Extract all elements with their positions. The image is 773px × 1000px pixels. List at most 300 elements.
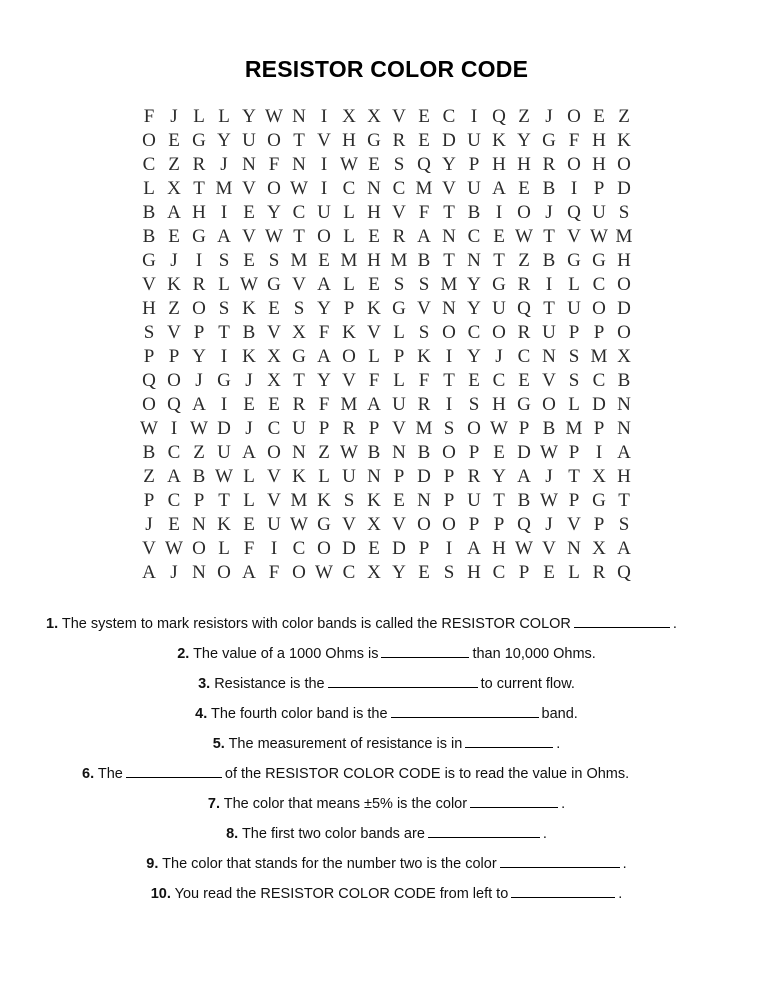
grid-cell[interactable]: N [467, 250, 481, 271]
grid-cell[interactable]: B [417, 250, 431, 271]
grid-cell[interactable]: S [143, 322, 155, 343]
grid-cell[interactable]: N [442, 298, 456, 319]
grid-cell[interactable]: A [467, 538, 481, 559]
grid-cell[interactable]: R [542, 154, 556, 175]
grid-cell[interactable]: O [217, 562, 231, 583]
grid-cell[interactable]: Y [467, 346, 481, 367]
grid-cell[interactable]: B [142, 202, 156, 223]
word-search-grid[interactable] [137, 105, 637, 585]
grid-cell[interactable]: R [517, 274, 531, 295]
grid-cell[interactable]: B [467, 202, 481, 223]
grid-cell[interactable]: B [417, 442, 431, 463]
grid-cell[interactable]: Y [517, 130, 531, 151]
grid-cell[interactable]: M [340, 394, 358, 415]
grid-cell[interactable]: U [467, 130, 481, 151]
grid-cell[interactable]: P [593, 322, 605, 343]
grid-cell[interactable]: J [245, 370, 253, 391]
grid-cell[interactable]: S [568, 346, 580, 367]
grid-cell[interactable]: P [518, 562, 530, 583]
grid-cell[interactable]: B [142, 226, 156, 247]
grid-cell[interactable]: I [445, 346, 453, 367]
grid-cell[interactable]: V [292, 274, 306, 295]
grid-cell[interactable]: N [392, 442, 406, 463]
grid-cell[interactable]: X [267, 370, 281, 391]
grid-cell[interactable]: O [192, 298, 206, 319]
grid-cell[interactable]: O [567, 154, 581, 175]
grid-cell[interactable]: T [443, 370, 455, 391]
grid-cell[interactable]: S [268, 250, 280, 271]
grid-cell[interactable]: S [343, 490, 355, 511]
grid-cell[interactable]: X [267, 346, 281, 367]
grid-cell[interactable]: C [342, 178, 356, 199]
grid-cell[interactable]: E [168, 514, 180, 535]
grid-cell[interactable]: N [442, 226, 456, 247]
grid-cell[interactable]: Z [193, 442, 205, 463]
grid-cell[interactable]: G [517, 394, 531, 415]
grid-cell[interactable]: K [342, 322, 356, 343]
grid-cell[interactable]: T [443, 202, 455, 223]
grid-cell[interactable]: N [192, 562, 206, 583]
grid-cell[interactable]: O [317, 226, 331, 247]
grid-cell[interactable]: L [393, 370, 405, 391]
grid-cell[interactable]: O [267, 130, 281, 151]
grid-cell[interactable]: P [143, 346, 155, 367]
grid-cell[interactable]: V [342, 514, 356, 535]
grid-cell[interactable]: U [567, 298, 581, 319]
grid-cell[interactable]: N [567, 538, 581, 559]
grid-cell[interactable]: R [517, 322, 531, 343]
grid-cell[interactable]: Q [617, 562, 631, 583]
grid-cell[interactable]: O [542, 394, 556, 415]
grid-cell[interactable]: P [468, 514, 480, 535]
grid-cell[interactable]: A [167, 466, 181, 487]
grid-cell[interactable]: L [368, 346, 380, 367]
grid-cell[interactable]: I [470, 106, 478, 127]
grid-cell[interactable]: Z [318, 442, 330, 463]
grid-cell[interactable]: P [368, 418, 380, 439]
grid-cell[interactable]: H [367, 250, 381, 271]
grid-cell[interactable]: E [418, 562, 430, 583]
grid-cell[interactable]: D [417, 466, 431, 487]
grid-cell[interactable]: E [168, 226, 180, 247]
grid-cell[interactable]: E [243, 514, 255, 535]
grid-cell[interactable]: X [342, 106, 356, 127]
grid-cell[interactable]: E [268, 394, 280, 415]
grid-cell[interactable]: K [367, 298, 381, 319]
grid-cell[interactable]: Y [467, 298, 481, 319]
grid-cell[interactable]: P [593, 514, 605, 535]
grid-cell[interactable]: Z [518, 250, 530, 271]
answer-blank[interactable] [126, 764, 222, 778]
grid-cell[interactable]: X [292, 322, 306, 343]
grid-cell[interactable]: K [317, 490, 331, 511]
grid-cell[interactable]: C [592, 274, 606, 295]
grid-cell[interactable]: T [218, 322, 230, 343]
grid-cell[interactable]: T [293, 226, 305, 247]
grid-cell[interactable]: Z [168, 298, 180, 319]
grid-cell[interactable]: V [367, 322, 381, 343]
grid-cell[interactable]: F [243, 538, 255, 559]
grid-cell[interactable]: P [443, 490, 455, 511]
grid-cell[interactable]: H [492, 538, 506, 559]
grid-cell[interactable]: O [342, 346, 356, 367]
grid-cell[interactable]: I [545, 274, 553, 295]
grid-cell[interactable]: X [367, 106, 381, 127]
grid-cell[interactable]: K [617, 130, 631, 151]
grid-cell[interactable]: O [617, 274, 631, 295]
grid-cell[interactable]: Y [192, 346, 206, 367]
grid-cell[interactable]: N [367, 178, 381, 199]
grid-cell[interactable]: P [168, 346, 180, 367]
grid-cell[interactable]: K [167, 274, 181, 295]
grid-cell[interactable]: J [495, 346, 503, 367]
grid-cell[interactable]: N [192, 514, 206, 535]
grid-cell[interactable]: W [540, 490, 558, 511]
grid-cell[interactable]: B [617, 370, 631, 391]
grid-cell[interactable]: C [267, 418, 281, 439]
grid-cell[interactable]: V [242, 226, 256, 247]
grid-cell[interactable]: G [317, 514, 331, 535]
grid-cell[interactable]: M [415, 418, 433, 439]
answer-blank[interactable] [500, 854, 620, 868]
grid-cell[interactable]: E [468, 370, 480, 391]
grid-cell[interactable]: Q [142, 370, 156, 391]
grid-cell[interactable]: R [192, 274, 206, 295]
grid-cell[interactable]: A [417, 226, 431, 247]
grid-cell[interactable]: K [217, 514, 231, 535]
grid-cell[interactable]: W [290, 178, 308, 199]
grid-cell[interactable]: A [492, 178, 506, 199]
grid-cell[interactable]: W [265, 226, 283, 247]
grid-cell[interactable]: P [493, 514, 505, 535]
grid-cell[interactable]: S [218, 298, 230, 319]
grid-cell[interactable]: V [542, 370, 556, 391]
grid-cell[interactable]: U [292, 418, 306, 439]
grid-cell[interactable]: O [142, 130, 156, 151]
grid-cell[interactable]: A [217, 226, 231, 247]
grid-cell[interactable]: I [320, 178, 328, 199]
grid-cell[interactable]: E [493, 226, 505, 247]
grid-cell[interactable]: B [542, 178, 556, 199]
grid-cell[interactable]: L [568, 394, 580, 415]
grid-cell[interactable]: P [518, 418, 530, 439]
grid-cell[interactable]: Y [492, 466, 506, 487]
grid-cell[interactable]: W [540, 442, 558, 463]
grid-cell[interactable]: E [368, 154, 380, 175]
grid-cell[interactable]: W [340, 154, 358, 175]
grid-cell[interactable]: P [393, 466, 405, 487]
grid-cell[interactable]: L [218, 274, 230, 295]
grid-cell[interactable]: Y [317, 370, 331, 391]
grid-cell[interactable]: N [542, 346, 556, 367]
grid-cell[interactable]: H [192, 202, 206, 223]
grid-cell[interactable]: D [442, 130, 456, 151]
grid-cell[interactable]: O [142, 394, 156, 415]
grid-cell[interactable]: M [290, 250, 308, 271]
grid-cell[interactable]: S [418, 322, 430, 343]
grid-cell[interactable]: E [418, 106, 430, 127]
grid-cell[interactable]: X [367, 562, 381, 583]
grid-cell[interactable]: G [567, 250, 581, 271]
grid-cell[interactable]: S [618, 202, 630, 223]
grid-cell[interactable]: C [167, 490, 181, 511]
grid-cell[interactable]: W [240, 274, 258, 295]
grid-cell[interactable]: B [542, 418, 556, 439]
grid-cell[interactable]: H [617, 466, 631, 487]
grid-cell[interactable]: B [367, 442, 381, 463]
grid-cell[interactable]: T [493, 250, 505, 271]
grid-cell[interactable]: A [242, 442, 256, 463]
grid-cell[interactable]: M [390, 250, 408, 271]
grid-cell[interactable]: C [492, 370, 506, 391]
grid-cell[interactable]: W [515, 538, 533, 559]
grid-cell[interactable]: O [492, 322, 506, 343]
grid-cell[interactable]: F [143, 106, 155, 127]
grid-cell[interactable]: E [368, 226, 380, 247]
grid-cell[interactable]: O [592, 298, 606, 319]
grid-cell[interactable]: P [143, 490, 155, 511]
grid-cell[interactable]: V [392, 106, 406, 127]
grid-cell[interactable]: C [342, 562, 356, 583]
grid-cell[interactable]: X [592, 538, 606, 559]
grid-cell[interactable]: H [492, 154, 506, 175]
grid-cell[interactable]: V [567, 226, 581, 247]
answer-blank[interactable] [511, 884, 615, 898]
grid-cell[interactable]: S [468, 394, 480, 415]
grid-cell[interactable]: I [270, 538, 278, 559]
grid-cell[interactable]: Y [392, 562, 406, 583]
grid-cell[interactable]: M [590, 346, 608, 367]
grid-cell[interactable]: G [217, 370, 231, 391]
grid-cell[interactable]: V [392, 418, 406, 439]
answer-blank[interactable] [381, 644, 469, 658]
grid-cell[interactable]: G [492, 274, 506, 295]
grid-cell[interactable]: D [617, 298, 631, 319]
grid-cell[interactable]: J [545, 514, 553, 535]
grid-cell[interactable]: E [268, 298, 280, 319]
grid-cell[interactable]: O [267, 442, 281, 463]
grid-cell[interactable]: S [443, 418, 455, 439]
grid-cell[interactable]: C [467, 226, 481, 247]
grid-cell[interactable]: V [267, 466, 281, 487]
grid-cell[interactable]: O [467, 418, 481, 439]
grid-cell[interactable]: J [245, 418, 253, 439]
grid-cell[interactable]: G [542, 130, 556, 151]
grid-cell[interactable]: L [218, 538, 230, 559]
grid-cell[interactable]: W [490, 418, 508, 439]
grid-cell[interactable]: F [268, 562, 280, 583]
grid-cell[interactable]: U [217, 442, 231, 463]
grid-cell[interactable]: C [142, 154, 156, 175]
grid-cell[interactable]: D [517, 442, 531, 463]
grid-cell[interactable]: C [592, 370, 606, 391]
grid-cell[interactable]: Y [442, 154, 456, 175]
grid-cell[interactable]: M [290, 490, 308, 511]
grid-cell[interactable]: I [195, 250, 203, 271]
answer-blank[interactable] [391, 704, 539, 718]
grid-cell[interactable]: O [292, 562, 306, 583]
grid-cell[interactable]: W [340, 442, 358, 463]
grid-cell[interactable]: P [443, 466, 455, 487]
grid-cell[interactable]: R [192, 154, 206, 175]
grid-cell[interactable]: N [292, 442, 306, 463]
grid-cell[interactable]: V [392, 202, 406, 223]
grid-cell[interactable]: U [467, 178, 481, 199]
grid-cell[interactable]: I [220, 346, 228, 367]
grid-cell[interactable]: M [340, 250, 358, 271]
grid-cell[interactable]: T [293, 370, 305, 391]
grid-cell[interactable]: S [418, 274, 430, 295]
grid-cell[interactable]: F [268, 154, 280, 175]
grid-cell[interactable]: O [267, 178, 281, 199]
grid-cell[interactable]: I [170, 418, 178, 439]
grid-cell[interactable]: X [617, 346, 631, 367]
grid-cell[interactable]: T [618, 490, 630, 511]
grid-cell[interactable]: P [193, 322, 205, 343]
grid-cell[interactable]: T [193, 178, 205, 199]
grid-cell[interactable]: W [190, 418, 208, 439]
grid-cell[interactable]: L [218, 106, 230, 127]
grid-cell[interactable]: P [343, 298, 355, 319]
grid-cell[interactable]: N [292, 154, 306, 175]
grid-cell[interactable]: L [343, 274, 355, 295]
grid-cell[interactable]: I [220, 394, 228, 415]
grid-cell[interactable]: U [392, 394, 406, 415]
grid-cell[interactable]: H [592, 154, 606, 175]
grid-cell[interactable]: P [193, 490, 205, 511]
grid-cell[interactable]: D [617, 178, 631, 199]
grid-cell[interactable]: W [290, 514, 308, 535]
grid-cell[interactable]: S [568, 370, 580, 391]
grid-cell[interactable]: A [317, 274, 331, 295]
grid-cell[interactable]: P [318, 418, 330, 439]
grid-cell[interactable]: D [392, 538, 406, 559]
grid-cell[interactable]: I [445, 538, 453, 559]
grid-cell[interactable]: H [467, 562, 481, 583]
grid-cell[interactable]: M [215, 178, 233, 199]
grid-cell[interactable]: M [415, 178, 433, 199]
grid-cell[interactable]: X [592, 466, 606, 487]
grid-cell[interactable]: P [468, 154, 480, 175]
grid-cell[interactable]: F [318, 394, 330, 415]
grid-cell[interactable]: A [517, 466, 531, 487]
grid-cell[interactable]: T [543, 298, 555, 319]
grid-cell[interactable]: O [567, 106, 581, 127]
grid-cell[interactable]: U [317, 202, 331, 223]
grid-cell[interactable]: E [593, 106, 605, 127]
grid-cell[interactable]: L [318, 466, 330, 487]
grid-cell[interactable]: L [568, 562, 580, 583]
grid-cell[interactable]: L [393, 322, 405, 343]
grid-cell[interactable]: R [392, 130, 406, 151]
grid-cell[interactable]: T [443, 250, 455, 271]
grid-cell[interactable]: V [142, 274, 156, 295]
grid-cell[interactable]: V [317, 130, 331, 151]
grid-cell[interactable]: R [292, 394, 306, 415]
grid-cell[interactable]: E [518, 370, 530, 391]
grid-cell[interactable]: B [242, 322, 256, 343]
grid-cell[interactable]: H [142, 298, 156, 319]
grid-cell[interactable]: L [193, 106, 205, 127]
grid-cell[interactable]: T [543, 226, 555, 247]
grid-cell[interactable]: W [165, 538, 183, 559]
grid-cell[interactable]: V [542, 538, 556, 559]
grid-cell[interactable]: G [367, 130, 381, 151]
grid-cell[interactable]: A [192, 394, 206, 415]
grid-cell[interactable]: A [242, 562, 256, 583]
grid-cell[interactable]: L [343, 202, 355, 223]
grid-cell[interactable]: T [493, 490, 505, 511]
grid-cell[interactable]: R [417, 394, 431, 415]
grid-cell[interactable]: G [192, 130, 206, 151]
grid-cell[interactable]: Q [417, 154, 431, 175]
grid-cell[interactable]: G [192, 226, 206, 247]
grid-cell[interactable]: M [440, 274, 458, 295]
grid-cell[interactable]: U [492, 298, 506, 319]
grid-cell[interactable]: U [342, 466, 356, 487]
grid-cell[interactable]: J [170, 106, 178, 127]
grid-cell[interactable]: U [267, 514, 281, 535]
grid-cell[interactable]: K [242, 346, 256, 367]
grid-cell[interactable]: E [243, 250, 255, 271]
grid-cell[interactable]: H [517, 154, 531, 175]
grid-cell[interactable]: H [592, 130, 606, 151]
grid-cell[interactable]: P [568, 442, 580, 463]
grid-cell[interactable]: H [342, 130, 356, 151]
grid-cell[interactable]: Q [492, 106, 506, 127]
grid-cell[interactable]: A [142, 562, 156, 583]
grid-cell[interactable]: Y [467, 274, 481, 295]
grid-cell[interactable]: O [442, 322, 456, 343]
grid-cell[interactable]: C [492, 562, 506, 583]
grid-cell[interactable]: C [392, 178, 406, 199]
grid-cell[interactable]: Z [618, 106, 630, 127]
grid-cell[interactable]: G [292, 346, 306, 367]
answer-blank[interactable] [574, 614, 670, 628]
grid-cell[interactable]: S [293, 298, 305, 319]
grid-cell[interactable]: S [618, 514, 630, 535]
grid-cell[interactable]: R [342, 418, 356, 439]
grid-cell[interactable]: V [392, 514, 406, 535]
grid-cell[interactable]: M [565, 418, 583, 439]
grid-cell[interactable]: J [220, 154, 228, 175]
grid-cell[interactable]: K [492, 130, 506, 151]
grid-cell[interactable]: A [617, 538, 631, 559]
grid-cell[interactable]: L [143, 178, 155, 199]
grid-cell[interactable]: N [617, 394, 631, 415]
grid-cell[interactable]: A [617, 442, 631, 463]
grid-cell[interactable]: O [442, 442, 456, 463]
grid-cell[interactable]: E [243, 394, 255, 415]
grid-cell[interactable]: H [617, 250, 631, 271]
grid-cell[interactable]: C [517, 346, 531, 367]
answer-blank[interactable] [328, 674, 478, 688]
grid-cell[interactable]: O [617, 154, 631, 175]
grid-cell[interactable]: W [515, 226, 533, 247]
grid-cell[interactable]: N [417, 490, 431, 511]
grid-cell[interactable]: V [267, 322, 281, 343]
grid-cell[interactable]: O [442, 514, 456, 535]
grid-cell[interactable]: B [542, 250, 556, 271]
grid-cell[interactable]: V [242, 178, 256, 199]
grid-cell[interactable]: Q [517, 514, 531, 535]
grid-cell[interactable]: A [367, 394, 381, 415]
grid-cell[interactable]: S [393, 274, 405, 295]
grid-cell[interactable]: R [467, 466, 481, 487]
grid-cell[interactable]: U [467, 490, 481, 511]
grid-cell[interactable]: Z [518, 106, 530, 127]
grid-cell[interactable]: Q [517, 298, 531, 319]
